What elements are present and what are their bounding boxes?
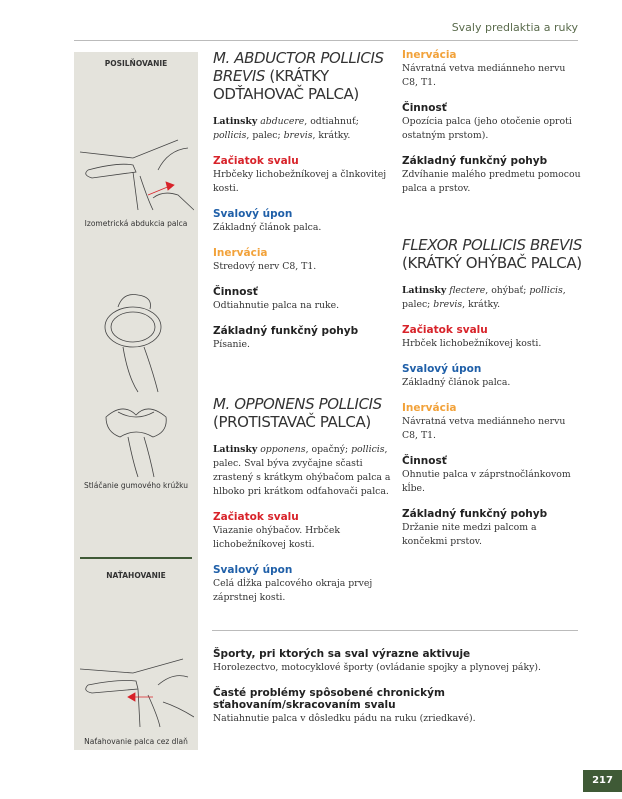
muscle-abductor-pollicis-brevis xyxy=(213,49,393,352)
origin-heading: Začiatok svalu xyxy=(213,155,299,167)
insertion-heading: Svalový úpon xyxy=(213,208,293,220)
fig1-caption: Izometrická abdukcia palca xyxy=(84,219,188,228)
movement-text: Zdvíhanie malého predmetu pomocou palca a prstov. xyxy=(402,169,581,194)
nerve-heading: Inervácia xyxy=(402,49,457,61)
sidebar-divider xyxy=(80,557,192,559)
latin-meaning: , krátky. xyxy=(312,130,351,141)
origin-text: Viazanie ohýbačov. Hrbček lichobežníkovej kosti. xyxy=(213,525,340,550)
action-text: Odtiahnutie palca na ruke. xyxy=(213,300,340,311)
latin-etymology xyxy=(213,115,393,143)
action-heading: Činnosť xyxy=(213,286,258,298)
latin-label: Latinsky xyxy=(402,285,447,296)
title-latin: FLEXOR POLLICIS BREVIS xyxy=(402,236,582,254)
action-text: Ohnutie palca v záprstnočlánkovom kĺbe. xyxy=(402,469,571,494)
latin-meaning: , palec; xyxy=(246,130,284,141)
footer-rule xyxy=(212,630,578,631)
latin-term: brevis xyxy=(433,299,463,310)
latin-meaning: , krátky. xyxy=(462,299,501,310)
movement-text: Držanie nite medzi palcom a končekmi prstov. xyxy=(402,522,537,547)
action-heading: Činnosť xyxy=(402,455,447,467)
latin-label: Latinsky xyxy=(213,116,258,127)
origin-text: Hrbček lichobežníkovej kosti. xyxy=(402,338,542,349)
action-heading: Činnosť xyxy=(402,102,447,114)
fig2-caption: Stláčanie gumového krúžku xyxy=(83,481,189,490)
sports-heading: Športy, pri ktorých sa sval výrazne aktivuje xyxy=(213,648,471,660)
title-slovak: (KRÁTKY ODŤAHOVAČ PALCA) xyxy=(213,67,359,103)
latin-term: pollicis xyxy=(529,285,563,296)
nerve-heading: Inervácia xyxy=(213,247,268,259)
insertion-text: Základný článok palca. xyxy=(213,222,322,233)
muscle-title xyxy=(213,395,393,431)
problems-heading: Časté problémy spôsobené chronickým sťahovaním/skracovaním svalu xyxy=(213,687,445,711)
latin-etymology xyxy=(213,443,393,499)
movement-heading: Základný funkčný pohyb xyxy=(213,325,359,337)
insertion-text: Celá dĺžka palcového okraja prvej záprstnej kosti. xyxy=(213,578,373,603)
title-slovak: (PROTISTAVAČ PALCA) xyxy=(213,413,371,431)
latin-meaning: , palec; xyxy=(402,285,566,310)
latin-meaning: , ohýbať; xyxy=(485,285,530,296)
insertion-text: Základný článok palca. xyxy=(402,377,511,388)
latin-term: brevis xyxy=(283,130,313,141)
title-latin: M. OPPONENS POLLICIS xyxy=(213,395,382,413)
movement-heading: Základný funkčný pohyb xyxy=(402,508,548,520)
latin-meaning: , palec. Sval býva zvyčajne sčasti zrastený s krátkym ohýbačom palca a hlboko pri krátkom odťahovači palca. xyxy=(213,444,391,497)
problems-text: Natiahnutie palca v dôsledku pádu na ruku (zriedkavé). xyxy=(213,713,476,724)
action-text: Opozícia palca (jeho otočenie oproti ostatným prstom). xyxy=(402,116,572,141)
latin-meaning: , odtiahnuť; xyxy=(304,116,359,127)
latin-term: opponens xyxy=(260,444,306,455)
latin-etymology xyxy=(402,284,582,312)
latin-term: abducere xyxy=(260,116,305,127)
origin-heading: Začiatok svalu xyxy=(402,324,488,336)
stretch-label: NAŤAHOVANIE xyxy=(106,571,166,580)
title-slovak: (KRÁTKÝ OHÝBAČ PALCA) xyxy=(402,254,582,272)
muscle-opponens-pollicis xyxy=(213,395,393,605)
rubber-ring-illustration xyxy=(78,287,194,487)
latin-label: Latinsky xyxy=(213,444,258,455)
nerve-text: Návratná vetva mediánneho nervu C8, T1. xyxy=(402,63,566,88)
muscle-title xyxy=(402,236,582,272)
footer-notes xyxy=(213,636,593,726)
exercise-sidebar xyxy=(74,52,198,750)
strengthen-label: POSILŇOVANIE xyxy=(104,59,168,68)
origin-heading: Začiatok svalu xyxy=(213,511,299,523)
title-latin: M. ABDUCTOR POLLICIS BREVIS xyxy=(213,49,384,85)
muscle-flexor-pollicis-brevis xyxy=(402,236,582,549)
nerve-text: Návratná vetva mediánneho nervu C8, T1. xyxy=(402,416,566,441)
muscle-opponens-pollicis-continued xyxy=(402,37,582,196)
nerve-text: Stredový nerv C8, T1. xyxy=(213,261,317,272)
origin-text: Hrbčeky lichobežníkovej a člnkovitej kosti. xyxy=(213,169,387,194)
thumb-stretch-illustration xyxy=(78,637,194,732)
movement-heading: Základný funkčný pohyb xyxy=(402,155,548,167)
insertion-heading: Svalový úpon xyxy=(402,363,482,375)
section-header: Svaly predlaktia a ruky xyxy=(451,21,578,34)
page-number: 217 xyxy=(583,770,622,792)
sports-text: Horolezectvo, motocyklové športy (ovládanie spojky a plynovej páky). xyxy=(213,662,541,673)
latin-term: flectere xyxy=(449,285,486,296)
thumb-abduction-illustration xyxy=(78,120,194,215)
latin-term: pollicis xyxy=(351,444,385,455)
muscle-title xyxy=(213,49,393,103)
insertion-heading: Svalový úpon xyxy=(213,564,293,576)
movement-text: Písanie. xyxy=(213,339,250,350)
latin-term: pollicis xyxy=(213,130,247,141)
fig3-caption: Naťahovanie palca cez dlaň xyxy=(84,737,188,746)
nerve-heading: Inervácia xyxy=(402,402,457,414)
latin-meaning: , opačný; xyxy=(305,444,352,455)
